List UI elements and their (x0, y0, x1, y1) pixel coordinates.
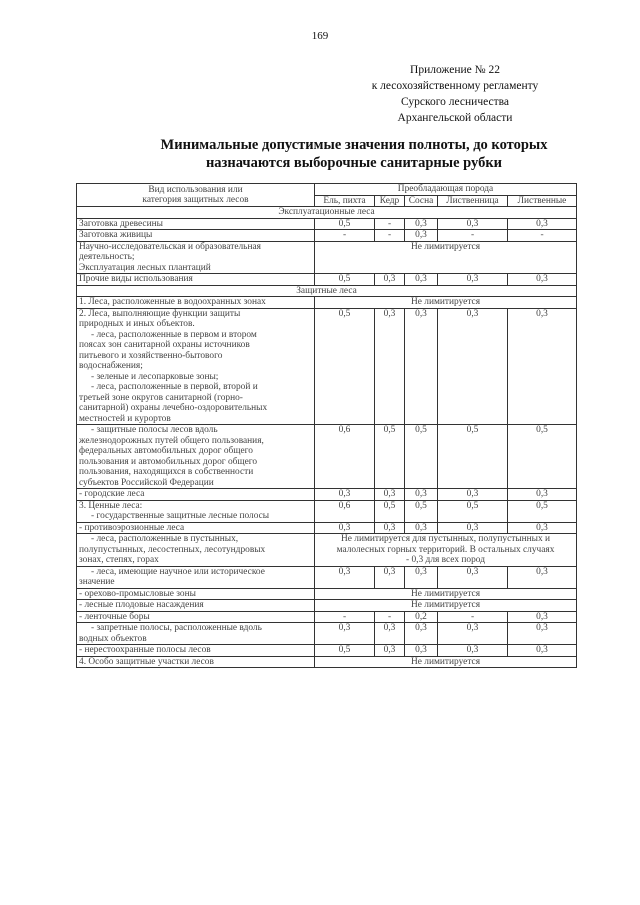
merged-note: Не лимитируется для пустынных, полупустынных и малолесных горных территорий. В остальных случаях - 0,3 для всех пород (315, 534, 577, 567)
cell-value: - (315, 611, 375, 623)
header-species: Сосна (405, 195, 438, 207)
cell-value: 0,5 (315, 308, 375, 425)
table-row (77, 623, 577, 645)
cell-value: 0,5 (315, 645, 375, 657)
cell-value: 0,3 (508, 308, 577, 425)
cell-value: 0,3 (438, 274, 508, 286)
table-row (77, 297, 577, 309)
table-row (77, 425, 577, 489)
cell-value: 0,5 (315, 274, 375, 286)
row-label: - лесные плодовые насаждения (77, 600, 315, 612)
header-species: Кедр (375, 195, 405, 207)
table-row (77, 534, 577, 567)
header-species: Лиственница (438, 195, 508, 207)
cell-value: 0,3 (508, 522, 577, 534)
cell-value: 0,3 (315, 522, 375, 534)
cell-value: - (438, 230, 508, 242)
row-label: Научно-исследовательская и образовательная деятельность; Эксплуатация лесных плантаций (77, 241, 315, 274)
cell-value: 0,5 (438, 500, 508, 522)
cell-value: 0,3 (375, 522, 405, 534)
cell-value: 0,3 (315, 489, 375, 501)
appendix-line: Сурского лесничества (400, 96, 510, 108)
row-label: - городские леса (77, 489, 315, 501)
cell-value: 0,6 (315, 500, 375, 522)
cell-value: 0,3 (438, 566, 508, 588)
cell-value: 0,3 (405, 623, 438, 645)
cell-value: 0,3 (508, 623, 577, 645)
merged-note: Не лимитируется (315, 588, 577, 600)
merged-note: Не лимитируется (315, 600, 577, 612)
cell-value: 0,3 (315, 566, 375, 588)
appendix-line: Архангельской области (397, 112, 513, 124)
density-table (76, 183, 577, 668)
row-label: Заготовка древесины (77, 218, 315, 230)
cell-value: 0,3 (375, 489, 405, 501)
section-title: Эксплуатационные леса (77, 207, 577, 219)
row-label: Заготовка живицы (77, 230, 315, 242)
cell-value: 0,3 (438, 308, 508, 425)
row-label: 4. Особо защитные участки лесов (77, 656, 315, 668)
merged-note: Не лимитируется (315, 297, 577, 309)
document-title (100, 136, 608, 172)
cell-value: 0,3 (405, 274, 438, 286)
table-row (77, 656, 577, 668)
header-species-group: Преобладающая порода (315, 184, 577, 196)
cell-value: 0,3 (438, 623, 508, 645)
cell-value: 0,3 (438, 218, 508, 230)
header-species: Ель, пихта (315, 195, 375, 207)
cell-value: 0,3 (508, 218, 577, 230)
cell-value: 0,3 (405, 645, 438, 657)
cell-value: 0,3 (405, 566, 438, 588)
cell-value: 0,3 (405, 489, 438, 501)
cell-value: - (375, 218, 405, 230)
row-label: - противоэрозионные леса (77, 522, 315, 534)
cell-value: 0,5 (508, 425, 577, 489)
section-title: Защитные леса (77, 285, 577, 297)
table-row (77, 588, 577, 600)
cell-value: 0,5 (405, 425, 438, 489)
table-row (77, 522, 577, 534)
cell-value: - (375, 230, 405, 242)
row-label: - защитные полосы лесов вдоль железнодорожных путей общего пользования, федеральных автомобильных дорог общего пользования и автомобильных дорог общего пользования, находящихся в собственности субъектов Российской Федерации (77, 425, 315, 489)
cell-value: 0,3 (375, 308, 405, 425)
row-label: 1. Леса, расположенные в водоохранных зонах (77, 297, 315, 309)
table-row (77, 241, 577, 274)
table-row (77, 600, 577, 612)
section-row (77, 207, 577, 219)
row-label: Прочие виды использования (77, 274, 315, 286)
row-label: 2. Леса, выполняющие функции защиты природных и иных объектов. - леса, расположенные в первом и втором поясах зон санитарной охраны источников питьевого и хозяйственно-бытового водоснабжения; - зеленые и лесопарковые зоны; - леса, расположенные в первой, второй и третьей зоне округов санитарной (горно- санитарной) охраны лечебно-оздоровительных местностей и курортов (77, 308, 315, 425)
cell-value: 0,3 (375, 623, 405, 645)
cell-value: 0,2 (405, 611, 438, 623)
cell-value: 0,3 (375, 274, 405, 286)
row-label: 3. Ценные леса: - государственные защитные лесные полосы (77, 500, 315, 522)
cell-value: 0,3 (375, 645, 405, 657)
cell-value: 0,3 (508, 489, 577, 501)
cell-value: 0,5 (375, 425, 405, 489)
merged-note: Не лимитируется (315, 656, 577, 668)
row-label: - запретные полосы, расположенные вдоль водных объектов (77, 623, 315, 645)
header-row (77, 184, 577, 196)
cell-value: - (438, 611, 508, 623)
header-species: Лиственные (508, 195, 577, 207)
appendix-header (340, 62, 570, 126)
cell-value: 0,3 (508, 566, 577, 588)
appendix-line: Приложение № 22 (410, 64, 500, 76)
cell-value: 0,3 (438, 489, 508, 501)
row-label: - нерестоохранные полосы лесов (77, 645, 315, 657)
cell-value: 0,5 (315, 218, 375, 230)
cell-value: 0,3 (508, 611, 577, 623)
table-row (77, 611, 577, 623)
cell-value: 0,6 (315, 425, 375, 489)
cell-value: - (315, 230, 375, 242)
cell-value: 0,5 (508, 500, 577, 522)
page-number: 169 (311, 30, 329, 42)
table-row (77, 489, 577, 501)
cell-value: - (508, 230, 577, 242)
cell-value: 0,3 (508, 274, 577, 286)
cell-value: - (375, 611, 405, 623)
cell-value: 0,3 (375, 566, 405, 588)
table-row (77, 645, 577, 657)
table-row (77, 230, 577, 242)
table-row (77, 566, 577, 588)
cell-value: 0,5 (405, 500, 438, 522)
cell-value: 0,3 (438, 645, 508, 657)
table-row (77, 218, 577, 230)
row-label: - леса, расположенные в пустынных, полупустынных, лесостепных, лесотундровых зонах, степях, горах (77, 534, 315, 567)
table-row (77, 500, 577, 522)
row-label: - леса, имеющие научное или историческое значение (77, 566, 315, 588)
title-line: Минимальные допустимые значения полноты, до которых (160, 137, 548, 153)
table-row (77, 308, 577, 425)
appendix-line: к лесохозяйственному регламенту (371, 80, 539, 92)
cell-value: 0,3 (405, 308, 438, 425)
cell-value: 0,3 (405, 218, 438, 230)
cell-value: 0,3 (508, 645, 577, 657)
cell-value: 0,5 (438, 425, 508, 489)
row-label: - орехово-промысловые зоны (77, 588, 315, 600)
title-line: назначаются выборочные санитарные рубки (205, 155, 503, 171)
merged-note: Не лимитируется (315, 241, 577, 274)
table-row (77, 274, 577, 286)
section-row (77, 285, 577, 297)
cell-value: 0,3 (315, 623, 375, 645)
cell-value: 0,3 (405, 522, 438, 534)
row-label: - ленточные боры (77, 611, 315, 623)
cell-value: 0,3 (405, 230, 438, 242)
header-use-type: Вид использования или категория защитных лесов (77, 184, 315, 207)
cell-value: 0,5 (375, 500, 405, 522)
cell-value: 0,3 (438, 522, 508, 534)
